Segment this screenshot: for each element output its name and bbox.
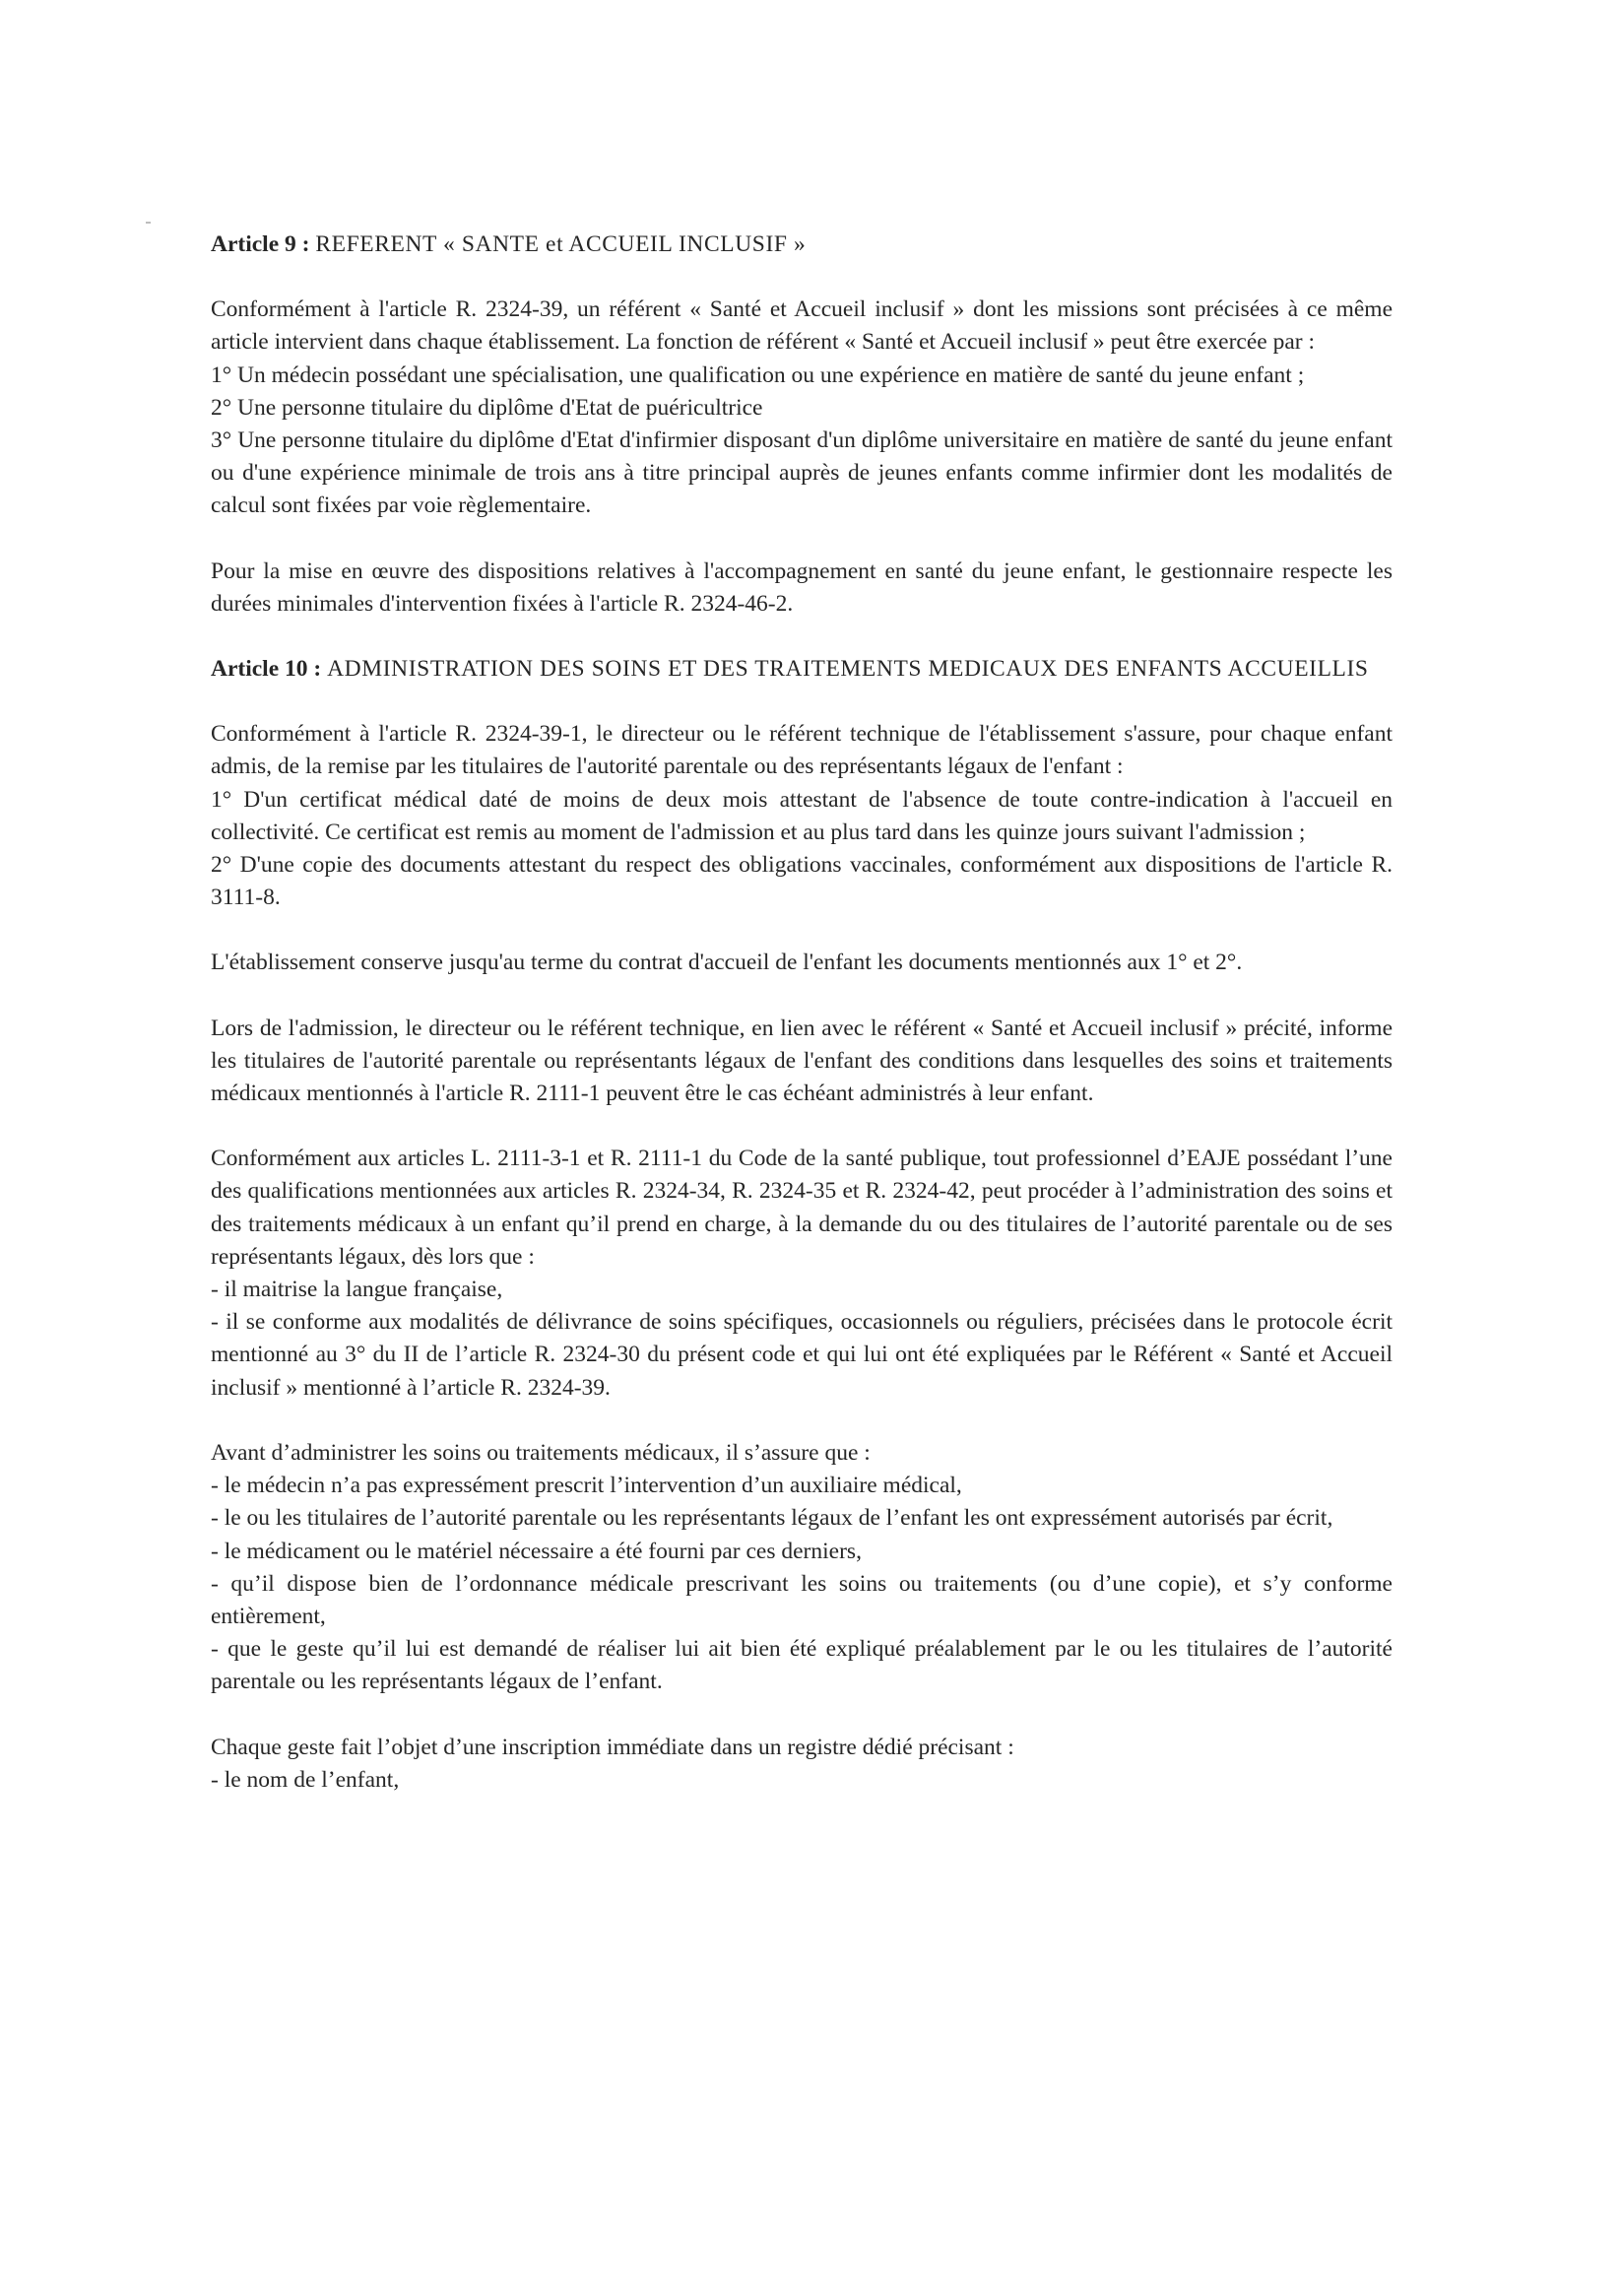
scan-mark: [146, 222, 151, 224]
article-10-paragraph-professionnel: Conformément aux articles L. 2111-3-1 et R. 2111-1 du Code de la santé publique, tout professionnel d’EAJE possédant l’une des qualifications mentionnées aux articles R. 2324-34, R. 2324-35 et R. 2324-42, peut procéder à l’administration des soins et des traitements médicaux à un enfant qu’il prend en charge, à la demande du ou des titulaires de l’autorité parentale ou de ses représentants légaux, dès lors que :: [211, 1146, 1393, 1270]
article-9-item-3: 3° Une personne titulaire du diplôme d'Etat d'infirmier disposant d'un diplôme universitaire en matière de santé du jeune enfant ou d'une expérience minimale de trois ans à titre principal auprès de jeunes enfants comme infirmier dont les modalités de calcul sont fixées par voie règlementaire.: [211, 427, 1393, 519]
article-10-intro: Conformément à l'article R. 2324-39-1, le directeur ou le référent technique de l'établissement s'assure, pour chaque enfant admis, de la remise par les titulaires de l'autorité parentale ou des représentants légaux de l'enfant :: [211, 721, 1393, 780]
avant-item-4: - qu’il dispose bien de l’ordonnance médicale prescrivant les soins ou traitements (ou d’une copie), et s’y conforme entièrement,: [211, 1570, 1393, 1629]
article-9-separator: :: [295, 231, 316, 257]
article-10-geste-list: [211, 1764, 1393, 1797]
professionnel-item-2: - il se conforme aux modalités de délivrance de soins spécifiques, occasionnels ou réguliers, précisées dans le protocole écrit mentionné au 3° du II de l’article R. 2324-30 du présent code et qui lui ont été expliquées par le Référent « Santé et Accueil inclusif » mentionné à l’article R. 2324-39.: [211, 1309, 1393, 1401]
article-10-paragraph-conserve: L'établissement conserve jusqu'au terme du contrat d'accueil de l'enfant les documents mentionnés aux 1° et 2°.: [211, 950, 1243, 976]
article-10-avant-list: [211, 1470, 1393, 1698]
article-10-paragraph-admission: Lors de l'admission, le directeur ou le référent technique, en lien avec le référent « Santé et Accueil inclusif » précité, informe les titulaires de l'autorité parentale ou représentants légaux de l'enfant des conditions dans lesquelles des soins et traitements médicaux mentionnés à l'article R. 2111-1 peuvent être le cas échéant administrés à leur enfant.: [211, 1015, 1393, 1107]
article-10-label: Article 10: [211, 656, 308, 683]
article-9-title: REFERENT « SANTE et ACCUEIL INCLUSIF »: [315, 231, 807, 257]
article-10-professionnel-list: [211, 1274, 1393, 1405]
article-9-item-2: 2° Une personne titulaire du diplôme d'Etat de puéricultrice: [211, 394, 763, 421]
article-10-paragraph-geste: Chaque geste fait l’objet d’une inscription immédiate dans un registre dédié précisant :: [211, 1734, 1014, 1760]
professionnel-item-1: - il maitrise la langue française,: [211, 1277, 503, 1303]
article-9-list: [211, 360, 1393, 523]
avant-item-3: - le médicament ou le matériel nécessaire a été fourni par ces derniers,: [211, 1538, 862, 1564]
avant-item-1: - le médecin n’a pas expressément prescrit l’intervention d’un auxiliaire médical,: [211, 1473, 962, 1499]
article-9-heading: [211, 229, 1393, 261]
article-10-title: ADMINISTRATION DES SOINS ET DES TRAITEMENTS MEDICAUX DES ENFANTS ACCUEILLIS: [327, 656, 1369, 683]
article-9-item-1: 1° Un médecin possédant une spécialisation, une qualification ou une expérience en matière de santé du jeune enfant ;: [211, 361, 1305, 388]
article-10-list: [211, 784, 1393, 915]
article-9-intro: Conformément à l'article R. 2324-39, un référent « Santé et Accueil inclusif » dont les missions sont précisées à ce même article intervient dans chaque établissement. La fonction de référent « Santé et Accueil inclusif » peut être exercée par :: [211, 296, 1393, 356]
article-10-separator: :: [307, 656, 328, 683]
article-9-paragraph-2: Pour la mise en œuvre des dispositions relatives à l'accompagnement en santé du jeune enfant, le gestionnaire respecte les durées minimales d'intervention fixées à l'article R. 2324-46-2.: [211, 558, 1393, 617]
document-page: [211, 229, 1393, 1797]
article-10-item-2: 2° D'une copie des documents attestant du respect des obligations vaccinales, conformément aux dispositions de l'article R. 3111-8.: [211, 852, 1393, 911]
article-10-heading: [211, 653, 1393, 686]
article-10-paragraph-avant: Avant d’administrer les soins ou traitements médicaux, il s’assure que :: [211, 1439, 871, 1466]
avant-item-5: - que le geste qu’il lui est demandé de réaliser lui ait bien été expliqué préalablement par le ou les titulaires de l’autorité parentale ou les représentants légaux de l’enfant.: [211, 1636, 1393, 1695]
article-10-item-1: 1° D'un certificat médical daté de moins de deux mois attestant de l'absence de toute contre-indication à l'accueil en collectivité. Ce certificat est remis au moment de l'admission et au plus tard dans les quinze jours suivant l'admission ;: [211, 786, 1393, 845]
geste-item-1: - le nom de l’enfant,: [211, 1766, 400, 1793]
article-9-label: Article 9: [211, 231, 296, 257]
avant-item-2: - le ou les titulaires de l’autorité parentale ou les représentants légaux de l’enfant les ont expressément autorisés par écrit,: [211, 1505, 1333, 1532]
